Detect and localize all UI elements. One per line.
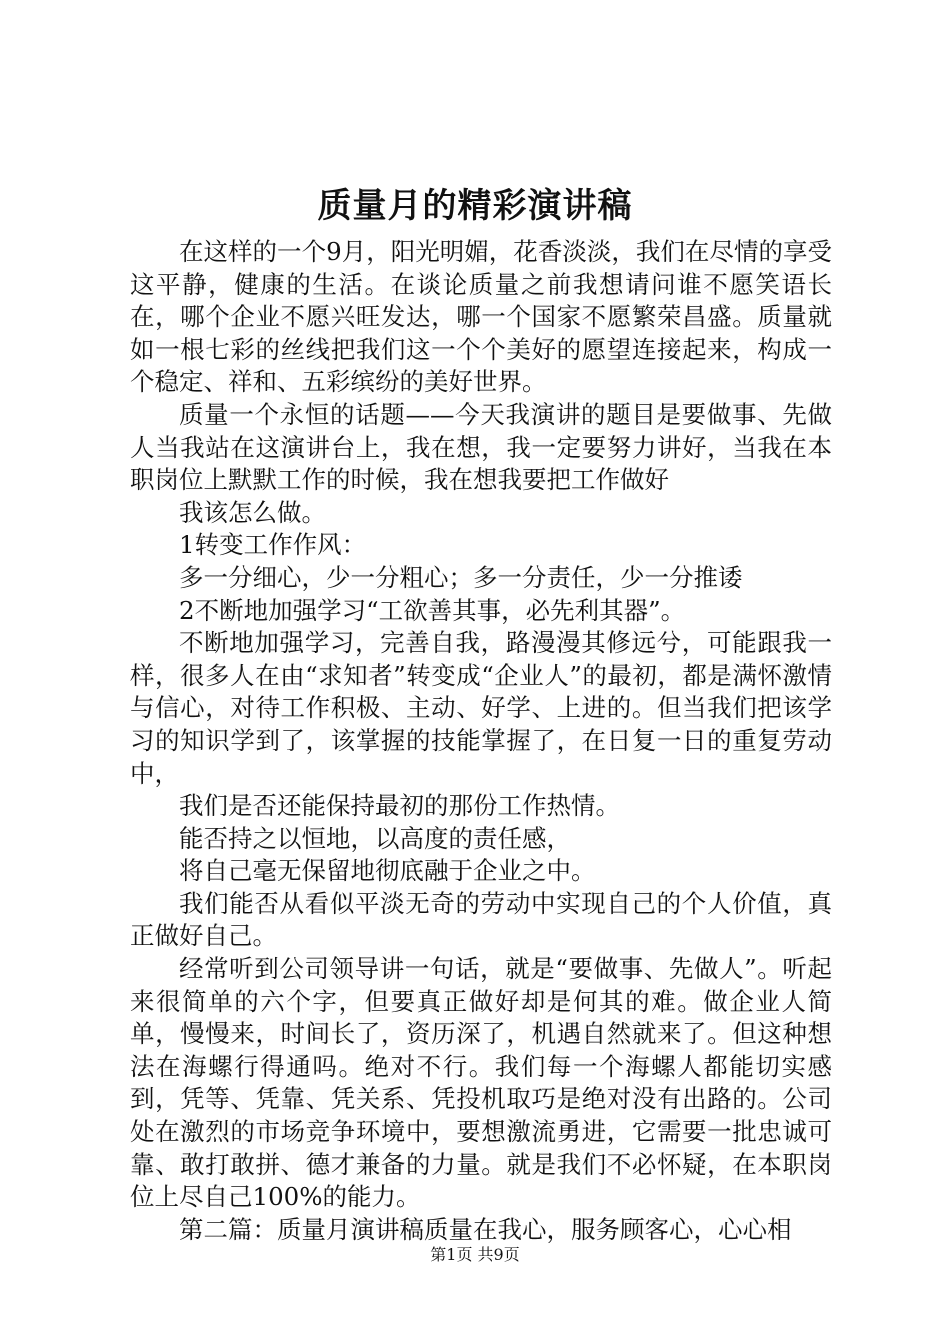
paragraph: 1转变工作作风： bbox=[179, 530, 367, 560]
paragraph: 经常听到公司领导讲一句话，就是“要做事、先做人”。听起来很简单的六个字，但要真正做好却是何其的难。做企业人简单，慢慢来，时间长了，资历深了，机遇自然就来了。但这种想法在海螺行得通吗。绝对不行。我们每一个海螺人都能切实感到，凭等、凭靠、凭关系、凭投机取巧是绝对没有出路的。公司处在激烈的市场竞争环境中，要想激流勇进，它需要一批忠诚可靠、敢打敢拼、德才兼备的力量。就是我们不必怀疑，在本职岗位上尽自己100%的能力。 bbox=[130, 954, 832, 1212]
paragraph: 2不断地加强学习“工欲善其事，必先利其器”。 bbox=[179, 595, 686, 625]
paragraph: 我们是否还能保持最初的那份工作热情。 bbox=[179, 791, 620, 821]
paragraph: 多一分细心，少一分粗心；多一分责任，少一分推诿 bbox=[179, 562, 743, 592]
paragraph: 我们能否从看似平淡无奇的劳动中实现自己的个人价值，真正做好自己。 bbox=[130, 888, 832, 951]
document-body bbox=[130, 236, 832, 1246]
page-number-footer: 第1页 共9页 bbox=[430, 1245, 520, 1264]
paragraph: 第二篇：质量月演讲稿质量在我心，服务顾客心，心心相 bbox=[179, 1214, 792, 1244]
document-title: 质量月的精彩演讲稿 bbox=[317, 186, 633, 226]
paragraph: 将自己毫无保留地彻底融于企业之中。 bbox=[179, 856, 596, 886]
paragraph: 我该怎么做。 bbox=[179, 497, 326, 527]
paragraph: 不断地加强学习，完善自我，路漫漫其修远兮，可能跟我一样，很多人在由“求知者”转变成“企业人”的最初，都是满怀激情与信心，对待工作积极、主动、好学、上进的。但当我们把该学习的知识学到了，该掌握的技能掌握了，在日复一日的重复劳动中， bbox=[130, 628, 832, 788]
paragraph: 在这样的一个9月，阳光明媚，花香淡淡，我们在尽情的享受这平静，健康的生活。在谈论质量之前我想请问谁不愿笑语长在，哪个企业不愿兴旺发达，哪一个国家不愿繁荣昌盛。质量就如一根七彩的丝线把我们这一个个美好的愿望连接起来，构成一个稳定、祥和、五彩缤纷的美好世界。 bbox=[130, 237, 832, 397]
paragraph: 质量一个永恒的话题——今天我演讲的题目是要做事、先做人当我站在这演讲台上，我在想，我一定要努力讲好，当我在本职岗位上默默工作的时候，我在想我要把工作做好 bbox=[130, 399, 832, 495]
paragraph: 能否持之以恒地，以高度的责任感， bbox=[179, 823, 571, 853]
